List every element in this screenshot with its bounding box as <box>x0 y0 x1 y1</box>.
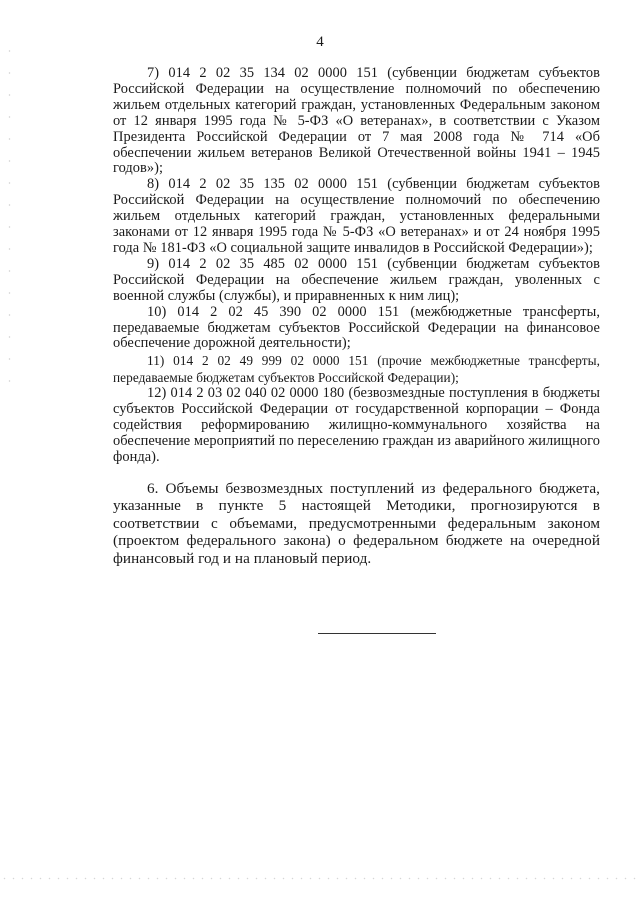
document-body <box>113 66 600 567</box>
list-item-12: 12) 014 2 03 02 040 02 0000 180 (безвозмездные поступления в бюджеты субъектов Российской Федерации от государственной корпорации – Фонда содействия реформированию жилищно-коммунального хозяйства на обеспечение мероприятий по переселению граждан из аварийного жилищного фонда). <box>113 385 600 465</box>
section-6-paragraph: 6. Объемы безвозмездных поступлений из федерального бюджета, указанные в пункте 5 настоящей Методики, прогнозируются в соответствии с объемами, предусмотренными федеральным законом (проектом федерального закона) о федеральном бюджете на очередной финансовый год и на плановый период. <box>113 479 600 567</box>
list-item-7: 7) 014 2 02 35 134 02 0000 151 (субвенции бюджетам субъектов Российской Федерации на осуществление полномочий по обеспечению жильем отдельных категорий граждан, установленных Федеральным законом от 12 января 1995 года № 5-ФЗ «О ветеранах», в соответствии с Указом Президента Российской Федерации от 7 мая 2008 года № 714 «Об обеспечении жильем ветеранов Великой Отечественной войны 1941 – 1945 годов»); <box>113 65 600 177</box>
list-item-10: 10) 014 2 02 45 390 02 0000 151 (межбюджетные трансферты, передаваемые бюджетам субъектов Российской Федерации на финансовое обеспечение дорожной деятельности); <box>113 303 600 352</box>
list-item-9: 9) 014 2 02 35 485 02 0000 151 (субвенции бюджетам субъектов Российской Федерации на обеспечение жильем граждан, уволенных с военной службы (службы), и приравненных к ним лиц); <box>113 255 600 304</box>
end-separator-line <box>318 633 436 634</box>
scan-bottom-marks <box>0 877 640 880</box>
scan-margin-marks <box>8 40 11 400</box>
page-number: 4 <box>316 34 324 50</box>
list-item-8: 8) 014 2 02 35 135 02 0000 151 (субвенции бюджетам субъектов Российской Федерации на осуществление полномочий по обеспечению жильем отдельных категорий граждан, установленных федеральными законами от 12 января 1995 года № 5-ФЗ «О ветеранах» и от 24 ноября 1995 года № 181-ФЗ «О социальной защите инвалидов в Российской Федерации»); <box>113 176 600 256</box>
list-item-11: 11) 014 2 02 49 999 02 0000 151 (прочие межбюджетные трансферты, передаваемые бюджетам субъектов Российской Федерации); <box>113 353 600 386</box>
